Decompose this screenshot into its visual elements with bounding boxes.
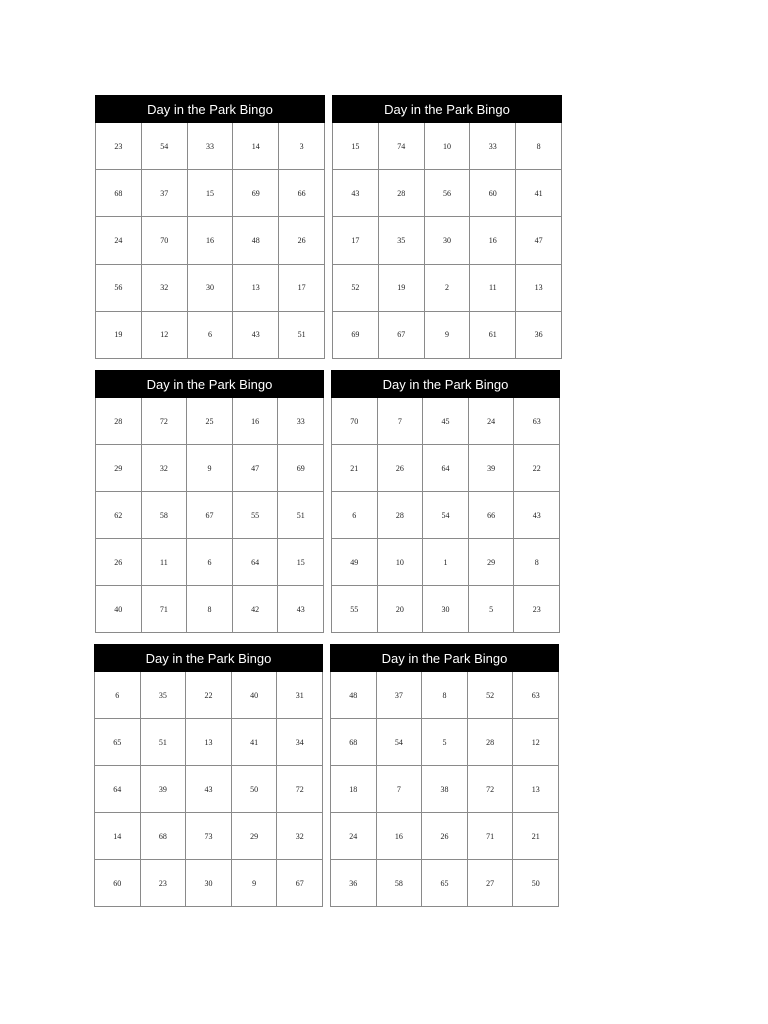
bingo-cell: 49: [332, 539, 378, 586]
bingo-cell: 67: [187, 492, 233, 539]
bingo-card-3: [95, 370, 324, 633]
bingo-cell: 52: [468, 672, 514, 719]
bingo-cell: 26: [96, 539, 142, 586]
bingo-cell: 71: [468, 813, 514, 860]
bingo-cell: 60: [95, 860, 141, 907]
bingo-cell: 69: [233, 170, 279, 217]
bingo-cell: 8: [187, 586, 233, 633]
bingo-cell: 43: [233, 312, 279, 359]
bingo-cell: 25: [187, 398, 233, 445]
bingo-cell: 28: [96, 398, 142, 445]
bingo-cell: 17: [333, 217, 379, 264]
bingo-cell: 55: [332, 586, 378, 633]
bingo-cell: 41: [232, 719, 278, 766]
bingo-cell: 38: [422, 766, 468, 813]
bingo-card-2: [332, 95, 562, 359]
bingo-cell: 14: [233, 123, 279, 170]
bingo-cell: 11: [142, 539, 188, 586]
bingo-cell: 35: [141, 672, 187, 719]
bingo-cell: 66: [469, 492, 515, 539]
bingo-cell: 39: [141, 766, 187, 813]
bingo-cell: 66: [279, 170, 325, 217]
bingo-cell: 26: [378, 445, 424, 492]
bingo-cell: 8: [516, 123, 562, 170]
bingo-card-title: Day in the Park Bingo: [332, 95, 562, 123]
bingo-cell: 30: [423, 586, 469, 633]
bingo-card-6: [330, 644, 559, 907]
bingo-cell: 63: [514, 398, 560, 445]
bingo-cell: 28: [468, 719, 514, 766]
bingo-cell: 26: [422, 813, 468, 860]
bingo-cell: 54: [423, 492, 469, 539]
bingo-cell: 16: [188, 217, 234, 264]
bingo-cell: 16: [470, 217, 516, 264]
bingo-cell: 20: [378, 586, 424, 633]
bingo-card-4: [331, 370, 560, 633]
bingo-cell: 35: [379, 217, 425, 264]
bingo-cell: 40: [232, 672, 278, 719]
bingo-grid: [331, 398, 560, 633]
bingo-cell: 9: [425, 312, 471, 359]
bingo-cell: 36: [516, 312, 562, 359]
bingo-cell: 56: [425, 170, 471, 217]
bingo-cell: 72: [142, 398, 188, 445]
bingo-cell: 10: [425, 123, 471, 170]
bingo-cell: 22: [186, 672, 232, 719]
bingo-cell: 70: [332, 398, 378, 445]
bingo-card-title: Day in the Park Bingo: [94, 644, 323, 672]
bingo-cell: 67: [277, 860, 323, 907]
bingo-cell: 5: [469, 586, 515, 633]
bingo-cell: 55: [233, 492, 279, 539]
bingo-cell: 47: [516, 217, 562, 264]
bingo-cell: 26: [279, 217, 325, 264]
bingo-cell: 7: [378, 398, 424, 445]
bingo-cell: 8: [422, 672, 468, 719]
bingo-cell: 9: [232, 860, 278, 907]
bingo-cell: 69: [333, 312, 379, 359]
bingo-cell: 10: [378, 539, 424, 586]
bingo-cell: 34: [277, 719, 323, 766]
bingo-cell: 13: [186, 719, 232, 766]
bingo-cell: 43: [514, 492, 560, 539]
bingo-cell: 19: [379, 265, 425, 312]
bingo-cell: 65: [95, 719, 141, 766]
bingo-cell: 6: [187, 539, 233, 586]
bingo-cell: 32: [142, 445, 188, 492]
bingo-cell: 28: [379, 170, 425, 217]
bingo-cell: 30: [188, 265, 234, 312]
bingo-cell: 73: [186, 813, 232, 860]
bingo-cell: 23: [96, 123, 142, 170]
bingo-cell: 31: [277, 672, 323, 719]
bingo-cell: 30: [186, 860, 232, 907]
bingo-cell: 37: [377, 672, 423, 719]
bingo-cell: 13: [513, 766, 559, 813]
bingo-cell: 42: [233, 586, 279, 633]
bingo-cell: 32: [277, 813, 323, 860]
bingo-cell: 58: [377, 860, 423, 907]
bingo-cell: 29: [469, 539, 515, 586]
bingo-cell: 21: [332, 445, 378, 492]
bingo-card-title: Day in the Park Bingo: [95, 370, 324, 398]
bingo-cell: 54: [377, 719, 423, 766]
bingo-cell: 43: [186, 766, 232, 813]
bingo-cell: 61: [470, 312, 516, 359]
bingo-cell: 43: [278, 586, 324, 633]
bingo-cell: 37: [142, 170, 188, 217]
bingo-cell: 24: [331, 813, 377, 860]
bingo-cell: 64: [95, 766, 141, 813]
bingo-cell: 51: [278, 492, 324, 539]
bingo-cell: 16: [377, 813, 423, 860]
bingo-cell: 36: [331, 860, 377, 907]
bingo-cell: 62: [96, 492, 142, 539]
bingo-cell: 15: [278, 539, 324, 586]
bingo-cell: 68: [331, 719, 377, 766]
bingo-cell: 39: [469, 445, 515, 492]
bingo-cell: 9: [187, 445, 233, 492]
bingo-cell: 24: [469, 398, 515, 445]
bingo-cell: 29: [96, 445, 142, 492]
bingo-cell: 8: [514, 539, 560, 586]
bingo-cell: 32: [142, 265, 188, 312]
bingo-cell: 47: [233, 445, 279, 492]
bingo-cell: 6: [95, 672, 141, 719]
bingo-cell: 19: [96, 312, 142, 359]
bingo-cell: 30: [425, 217, 471, 264]
bingo-cell: 72: [468, 766, 514, 813]
bingo-cell: 6: [188, 312, 234, 359]
bingo-cell: 18: [331, 766, 377, 813]
bingo-cell: 12: [513, 719, 559, 766]
bingo-cell: 23: [514, 586, 560, 633]
bingo-cell: 3: [279, 123, 325, 170]
bingo-cell: 50: [232, 766, 278, 813]
bingo-cell: 15: [188, 170, 234, 217]
bingo-cell: 14: [95, 813, 141, 860]
bingo-cell: 23: [141, 860, 187, 907]
bingo-cell: 7: [377, 766, 423, 813]
bingo-card-5: [94, 644, 323, 907]
bingo-cell: 74: [379, 123, 425, 170]
bingo-cell: 70: [142, 217, 188, 264]
bingo-cell: 13: [233, 265, 279, 312]
bingo-cell: 11: [470, 265, 516, 312]
bingo-cell: 65: [422, 860, 468, 907]
bingo-cell: 63: [513, 672, 559, 719]
bingo-cell: 64: [423, 445, 469, 492]
bingo-cell: 21: [513, 813, 559, 860]
bingo-cell: 51: [279, 312, 325, 359]
bingo-cell: 27: [468, 860, 514, 907]
bingo-cell: 17: [279, 265, 325, 312]
bingo-cell: 71: [142, 586, 188, 633]
bingo-cell: 1: [423, 539, 469, 586]
bingo-cell: 5: [422, 719, 468, 766]
bingo-cell: 2: [425, 265, 471, 312]
bingo-cell: 12: [142, 312, 188, 359]
bingo-cell: 67: [379, 312, 425, 359]
bingo-cell: 13: [516, 265, 562, 312]
bingo-cell: 64: [233, 539, 279, 586]
bingo-cell: 69: [278, 445, 324, 492]
bingo-cell: 28: [378, 492, 424, 539]
bingo-cell: 40: [96, 586, 142, 633]
bingo-grid: [332, 123, 562, 359]
bingo-grid: [95, 398, 324, 633]
bingo-grid: [94, 672, 323, 907]
bingo-cell: 43: [333, 170, 379, 217]
bingo-cell: 33: [188, 123, 234, 170]
bingo-cell: 45: [423, 398, 469, 445]
bingo-cell: 56: [96, 265, 142, 312]
bingo-cell: 22: [514, 445, 560, 492]
bingo-card-1: [95, 95, 325, 359]
bingo-cell: 6: [332, 492, 378, 539]
bingo-cell: 68: [96, 170, 142, 217]
bingo-cell: 41: [516, 170, 562, 217]
bingo-cell: 33: [470, 123, 516, 170]
bingo-cell: 33: [278, 398, 324, 445]
bingo-cell: 16: [233, 398, 279, 445]
bingo-cell: 54: [142, 123, 188, 170]
bingo-card-title: Day in the Park Bingo: [95, 95, 325, 123]
bingo-cell: 52: [333, 265, 379, 312]
bingo-cell: 48: [331, 672, 377, 719]
bingo-cell: 72: [277, 766, 323, 813]
bingo-cell: 48: [233, 217, 279, 264]
bingo-grid: [95, 123, 325, 359]
bingo-cell: 68: [141, 813, 187, 860]
bingo-card-title: Day in the Park Bingo: [330, 644, 559, 672]
bingo-cell: 58: [142, 492, 188, 539]
bingo-cell: 51: [141, 719, 187, 766]
bingo-cell: 24: [96, 217, 142, 264]
bingo-cell: 60: [470, 170, 516, 217]
bingo-cell: 15: [333, 123, 379, 170]
bingo-cell: 29: [232, 813, 278, 860]
bingo-card-title: Day in the Park Bingo: [331, 370, 560, 398]
bingo-grid: [330, 672, 559, 907]
bingo-cell: 50: [513, 860, 559, 907]
